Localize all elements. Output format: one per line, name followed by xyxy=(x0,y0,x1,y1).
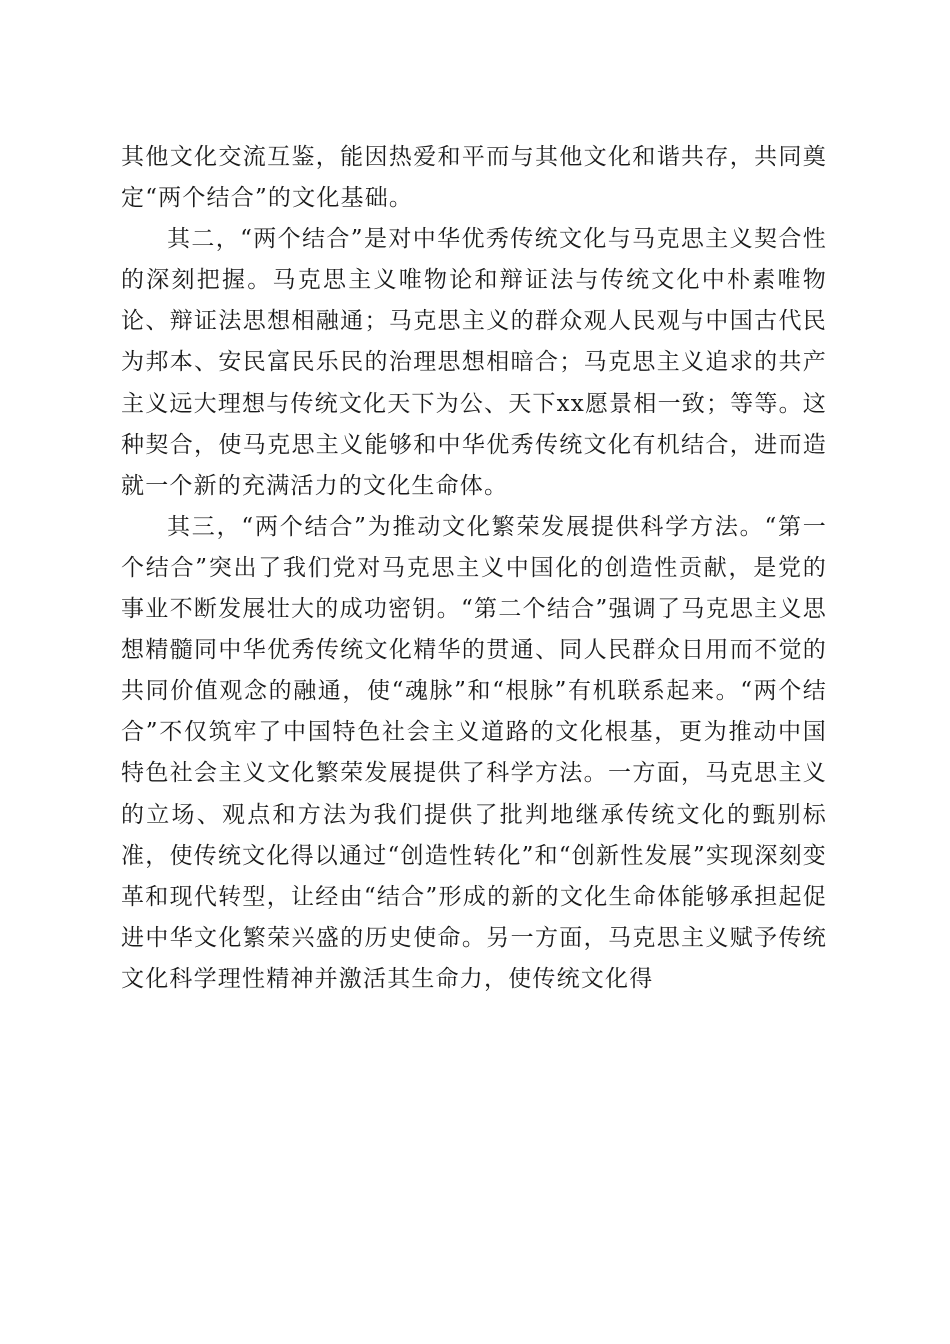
body-text xyxy=(121,137,827,1000)
paragraph-third-point: 其三，“两个结合”为推动文化繁荣发展提供科学方法。“第一个结合”突出了我们党对马克思主义中国化的创造性贡献，是党的事业不断发展壮大的成功密钥。“第二个结合”强调了马克思主义思想精髓同中华优秀传统文化精华的贯通、同人民群众日用而不觉的共同价值观念的融通，使“魂脉”和“根脉”有机联系起来。“两个结合”不仅筑牢了中国特色社会主义道路的文化根基，更为推动中国特色社会主义文化繁荣发展提供了科学方法。一方面，马克思主义的立场、观点和方法为我们提供了批判地继承传统文化的甄别标准，使传统文化得以通过“创造性转化”和“创新性发展”实现深刻变革和现代转型，让经由“结合”形成的新的文化生命体能够承担起促进中华文化繁荣兴盛的历史使命。另一方面，马克思主义赋予传统文化科学理性精神并激活其生命力，使传统文化得 xyxy=(121,513,827,992)
paragraph-continuation: 其他文化交流互鉴，能因热爱和平而与其他文化和谐共存，共同奠定“两个结合”的文化基础。 xyxy=(121,144,827,212)
paragraph-second-point: 其二，“两个结合”是对中华优秀传统文化与马克思主义契合性的深刻把握。马克思主义唯物论和辩证法与传统文化中朴素唯物论、辩证法思想相融通；马克思主义的群众观人民观与中国古代民为邦本、安民富民乐民的治理思想相暗合；马克思主义追求的共产主义远大理想与传统文化天下为公、天下xx愿景相一致；等等。这种契合，使马克思主义能够和中华优秀传统文化有机结合，进而造就一个新的充满活力的文化生命体。 xyxy=(121,226,827,499)
